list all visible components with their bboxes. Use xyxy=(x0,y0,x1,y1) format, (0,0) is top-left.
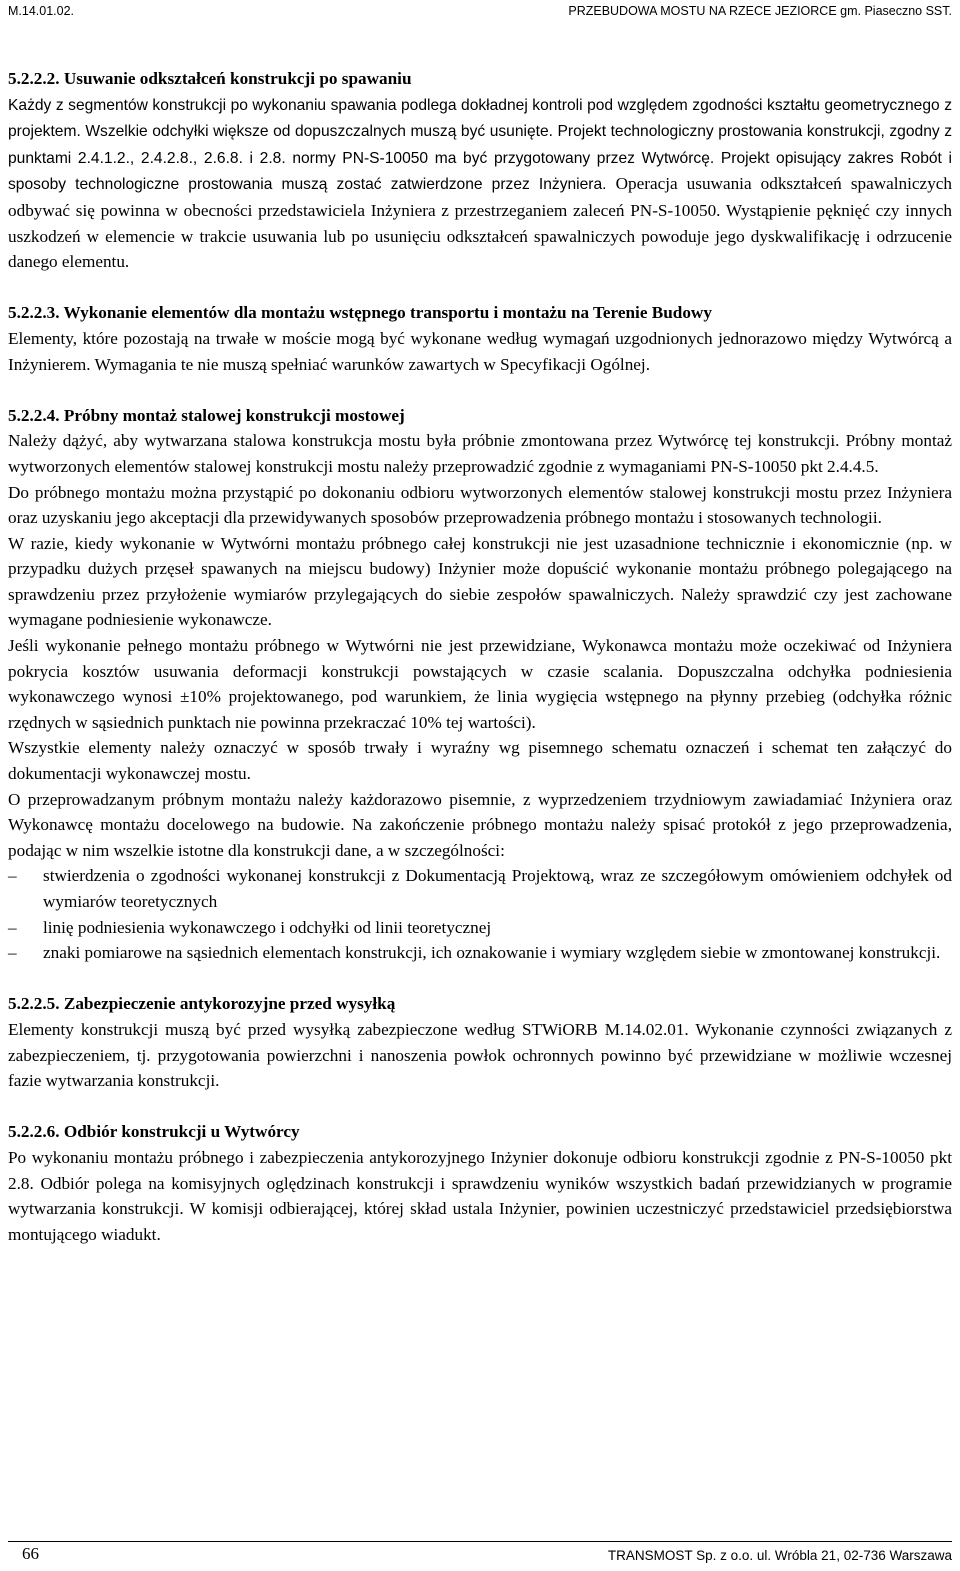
paragraph: Do próbnego montażu można przystąpić po dokonaniu odbioru wytworzonych elementów stalowej konstrukcji mostu przez Inżyniera oraz uzyskaniu jego akceptacji dla przewidywanych sposobów przeprowadzenia próbnego montażu i stosowanych technologii. xyxy=(8,482,952,528)
paragraph: Należy dążyć, aby wytwarzana stalowa konstrukcja mostu była próbnie zmontowana przez Wytwórcę tej konstrukcji. Próbny montaż wytworzonych elementów stalowej konstrukcji mostu należy przeprowadzić zgodnie z wymaganiami PN-S-10050 pkt 2.4.4.5. xyxy=(8,431,952,476)
paragraph-text: Każdy z segmentów konstrukcji po wykonaniu spawania podlega dokładnej kontroli pod względem zgodności kształtu geometrycznego z projektem. Wszelkie odchyłki większe od dopuszczalnych muszą być usunięte. Projekt technologiczny prostowania konstrukcji, zgodny z punktami 2.4.1.2., 2.4.2.8., 2.6.8. i 2.8. normy PN-S-10050 ma być przygotowany przez Wytwórcę. xyxy=(8,96,952,167)
paragraph: Wszystkie elementy należy oznaczyć w sposób trwały i wyraźny wg pisemnego schematu oznaczeń i schemat ten załączyć do dokumentacji wykonawczej mostu. xyxy=(8,738,952,784)
list-item: – stwierdzenia o zgodności wykonanej konstrukcji z Dokumentacją Projektową, wraz ze szczegółowym omówieniem odchyłek od wymiarów teoretycznych xyxy=(8,863,952,914)
document-body xyxy=(8,66,952,1247)
protocol-list xyxy=(8,863,952,965)
header-spec-code: M.14.01.02. xyxy=(8,4,75,18)
list-item: – linię podniesienia wykonawczego i odchyłki od linii teoretycznej xyxy=(8,915,952,941)
paragraph: W razie, kiedy wykonanie w Wytwórni montażu próbnego całej konstrukcji nie jest uzasadnione technicznie i ekonomicznie (np. w przypadku dużych przęseł spawanych na miejscu budowy) Inżynier może dopuścić wykonanie montażu próbnego polegającego na sprawdzeniu przez przyłożenie wymiarów przylegających do siebie zespołów spawalniczych. Należy sprawdzić czy jest zachowane wymagane podniesienie wykonawcze. xyxy=(8,533,952,630)
section-5-2-2-2 xyxy=(8,66,952,275)
footer-divider xyxy=(8,1541,952,1542)
section-heading: 5.2.2.6. Odbiór konstrukcji u Wytwórcy xyxy=(8,1122,300,1142)
page-number: 66 xyxy=(22,1544,39,1563)
paragraph: O przeprowadzanym próbnym montażu należy każdorazowo pisemnie, z wyprzedzeniem trzydniowym zawiadamiać Inżyniera oraz Wykonawcę montażu docelowego na budowie. Na zakończenie próbnego montażu należy spisać protokół z jego przeprowadzenia, podając w nim wszelkie istotne dla konstrukcji dane, a w szczególności: xyxy=(8,789,952,860)
section-heading: 5.2.2.4. Próbny montaż stalowej konstrukcji mostowej xyxy=(8,405,405,425)
paragraph: Elementy, które pozostają na trwałe w moście mogą być wykonane według wymagań uzgodnionych jednorazowo między Wytwórcą a Inżynierem. Wymagania te nie muszą spełniać warunków zawartych w Specyfikacji Ogólnej. xyxy=(8,328,952,374)
paragraph-text: Projekt opisujący zakres Robót i sposoby technologiczne prostowania muszą zostać zatwierdzone przez Inżyniera. xyxy=(8,149,952,194)
section-heading: 5.2.2.3. Wykonanie elementów dla montażu wstępnego transportu i montażu na Terenie Budowy xyxy=(8,303,712,323)
paragraph xyxy=(8,92,952,275)
section-5-2-2-4 xyxy=(8,403,952,966)
section-5-2-2-5 xyxy=(8,991,952,1093)
paragraph: Elementy konstrukcji muszą być przed wysyłką zabezpieczone według STWiORB M.14.02.01. Wykonanie czynności związanych z zabezpieczeniem, tj. przygotowania powierzchni i nanoszenia powłok ochronnych powinno być przewidziane w możliwie wczesnej fazie wytwarzania konstrukcji. xyxy=(8,1019,952,1091)
paragraph: Jeśli wykonanie pełnego montażu próbnego w Wytwórni nie jest przewidziane, Wykonawca montażu może oczekiwać od Inżyniera pokrycia kosztów usuwania deformacji konstrukcji powstających w czasie scalania. Dopuszczalna odchyłka podniesienia wykonawczego wynosi ±10% projektowanego, pod warunkiem, że linia wygięcia wstępnego na płynny przebieg (odchyłka różnic rzędnych w sąsiednich punktach nie powinna przekraczać 10% tej wartości). xyxy=(8,636,952,732)
footer-company: TRANSMOST Sp. z o.o. ul. Wróbla 21, 02-736 Warszawa xyxy=(607,1548,952,1563)
page-footer xyxy=(8,1544,952,1566)
header-project-title: PRZEBUDOWA MOSTU NA RZECE JEZIORCE gm. Piaseczno SST. xyxy=(568,4,952,18)
section-5-2-2-6 xyxy=(8,1119,952,1247)
section-5-2-2-3 xyxy=(8,300,952,377)
section-heading: 5.2.2.2. Usuwanie odkształceń konstrukcji po spawaniu xyxy=(8,69,412,88)
paragraph-text: Operacja usuwania odkształceń spawalniczych odbywać się powinna w obecności przedstawiciela Inżyniera z przestrzeganiem zaleceń PN-S-10050. Wystąpienie pęknięć czy innych uszkodzeń w elemencie w trakcie usuwania lub po usunięciu odkształceń spawalniczych powoduje jego dyskwalifikację i odrzucenie danego elementu. xyxy=(8,174,953,272)
section-heading: 5.2.2.5. Zabezpieczenie antykorozyjne przed wysyłką xyxy=(8,994,396,1014)
paragraph: Po wykonaniu montażu próbnego i zabezpieczenia antykorozyjnego Inżynier dokonuje odbioru konstrukcji zgodnie z PN-S-10050 pkt 2.8. Odbiór polega na komisyjnych oględzinach konstrukcji i sprawdzeniu wyników wszystkich badań przewidzianych w programie wytwarzania konstrukcji. W komisji odbierającej, której skład ustala Inżynier, powinien uczestniczyć przedstawiciel przedsiębiorstwa montującego wiadukt. xyxy=(8,1147,952,1244)
list-item: – znaki pomiarowe na sąsiednich elementach konstrukcji, ich oznakowanie i wymiary względem siebie w zmontowanej konstrukcji. xyxy=(8,940,952,966)
page-header xyxy=(8,4,952,24)
